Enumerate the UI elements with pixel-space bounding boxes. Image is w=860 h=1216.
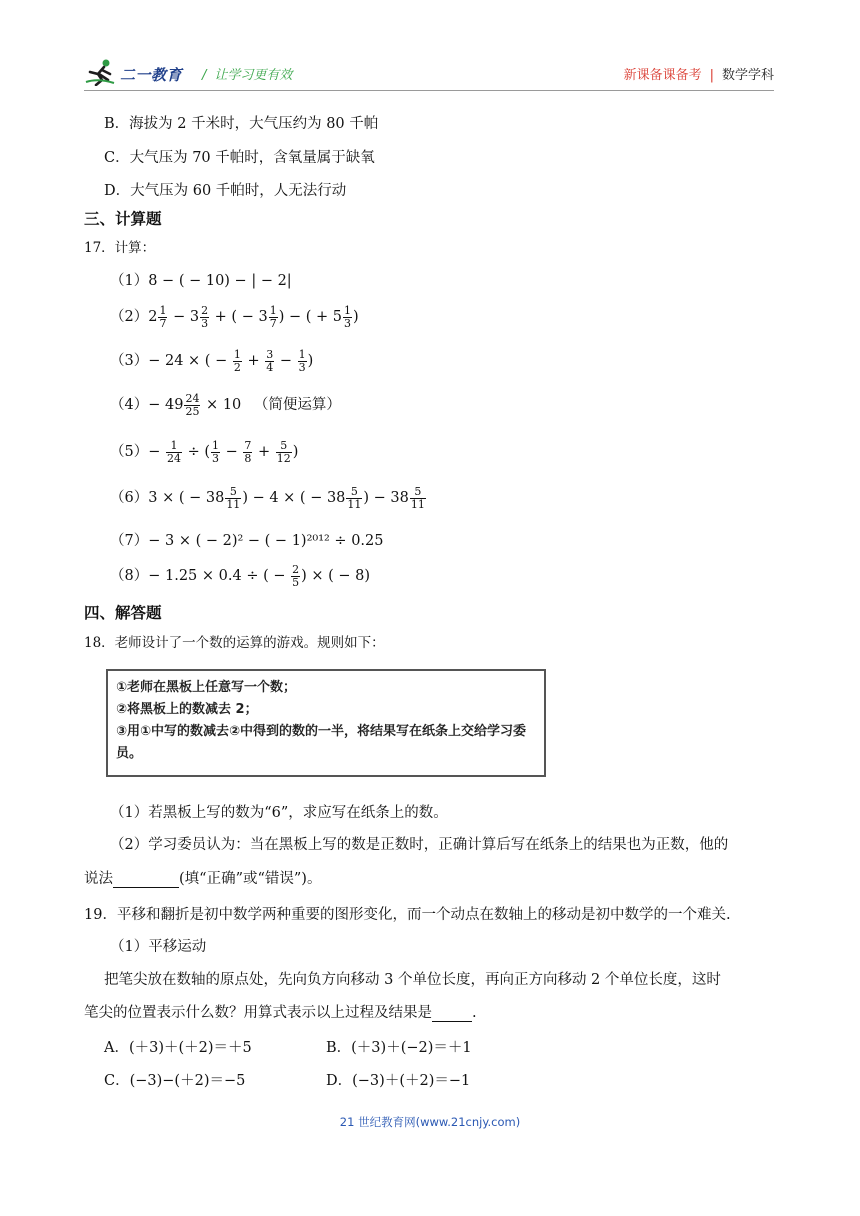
q17-part-2: （2）2 $\frac{1}{7}$ − 3 $\frac{2}{3}$ + ( − 3 $\frac{1}{7}$ ) − ( + 5 $\frac{1}{3}$ ) (110, 304, 359, 330)
runner-icon (84, 58, 118, 86)
q17-part-3: （3）− 24 × ( − $\frac{1}{2}$ + $\frac{3}{4}$ − $\frac{1}{3}$ ) (110, 348, 314, 374)
q17-part-8: （8）− 1.25 × 0.4 ÷ ( − $\frac{2}{5}$ ) × ( − 8) (110, 563, 371, 589)
q18-sub-2-prefix: 说法 (84, 871, 113, 887)
q17-part-7: （7）− 3 × ( − 2)² − ( − 1)²⁰¹² ÷ 0.25 (110, 533, 384, 549)
rule-1: ①老师在黑板上任意写一个数； (116, 680, 297, 695)
logo-text: 二一教育 (120, 66, 183, 84)
q17-part-4-prefix: （4） (110, 397, 149, 414)
q19-option-a: A．(＋3)＋(＋2)＝＋5 (104, 1040, 252, 1056)
q17-part-5-prefix: （5） (110, 444, 149, 461)
option-d-prev: D．大气压为 60 千帕时，人无法行动 (104, 183, 347, 199)
q17-part-6-prefix: （6） (110, 490, 149, 507)
section-heading-answer: 四、解答题 (84, 604, 162, 622)
q19-para-line-2 (84, 1001, 477, 1022)
option-b-prev: B．海拔为 2 千米时，大气压约为 80 千帕 (104, 116, 379, 132)
rules-box (106, 669, 546, 777)
question-19-label: 19．平移和翻折是初中数学两种重要的图形变化，而一个动点在数轴上的移动是初中数学的一个难关. (84, 907, 731, 923)
header-subject (624, 64, 774, 83)
header-divider (84, 90, 774, 91)
q18-sub-1: （1）若黑板上写的数为“6”，求应写在纸条上的数。 (110, 805, 448, 821)
q17-part-4-note: （简便运算） (253, 397, 341, 414)
q17-part-4: （4）− 49 $\frac{24}{25}$ × 10 （简便运算） (110, 392, 341, 418)
answer-blank[interactable] (113, 871, 179, 888)
slogan-text: 让学习更有效 (214, 68, 293, 83)
header-separator: | (709, 68, 714, 83)
header-course-label: 新课备课备考 (623, 68, 702, 83)
question-18-label: 18．老师设计了一个数的运算的游戏。规则如下： (84, 635, 385, 651)
page-header (84, 56, 774, 92)
q19-option-b: B．(＋3)＋(−2)＝＋1 (326, 1040, 472, 1056)
q18-sub-2-suffix: (填“正确”或“错误”)。 (179, 871, 322, 887)
q17-part-6: （6）3 × ( − 38 $\frac{5}{11}$ ) − 4 × ( − 38 $\frac{5}{11}$ ) − 38 $\frac{5}{11}$ (110, 485, 425, 511)
q17-part-8-prefix: （8） (110, 568, 149, 585)
question-17-label: 17．计算： (84, 240, 156, 256)
slogan (202, 64, 292, 83)
rule-3: ③用①中写的数减去②中得到的数的一半，将结果写在纸条上交给学习委员。 (116, 724, 527, 761)
q19-para-line-1: 把笔尖放在数轴的原点处，先向负方向移动 3 个单位长度，再向正方向移动 2 个单位长度，这时 (104, 972, 721, 988)
q19-para-suffix: . (472, 1005, 477, 1021)
q19-option-d: D．(−3)＋(＋2)＝−1 (326, 1073, 471, 1089)
q19-para-prefix: 笔尖的位置表示什么数？用算式表示以上过程及结果是 (84, 1005, 432, 1021)
q18-sub-2-line-1: （2）学习委员认为：当在黑板上写的数是正数时，正确计算后写在纸条上的结果也为正数，他的 (110, 837, 729, 853)
answer-blank[interactable] (432, 1005, 472, 1022)
option-c-prev: C．大气压为 70 千帕时，含氧量属于缺氧 (104, 150, 375, 166)
slogan-slash: / (202, 68, 207, 83)
header-subject-label: 数学学科 (721, 68, 774, 83)
q19-option-c: C．(−3)−(＋2)＝−5 (104, 1073, 246, 1089)
q18-sub-2-line-2 (84, 867, 321, 888)
q17-part-3-prefix: （3） (110, 353, 149, 370)
rule-2: ②将黑板上的数减去 2； (116, 702, 258, 717)
q17-part-1: （1）8 − ( − 10) − | − 2| (110, 273, 292, 289)
q19-sub-1: （1）平移运动 (110, 939, 207, 955)
page-footer: 21 世纪教育网(www.21cnjy.com) (339, 1115, 521, 1129)
q17-part-5: （5）− $\frac{1}{24}$ ÷ ( $\frac{1}{3}$ − $\frac{7}{8}$ + $\frac{5}{12}$ ) (110, 439, 299, 465)
brand-logo (84, 58, 189, 88)
q17-part-2-prefix: （2） (110, 309, 149, 326)
section-heading-calc: 三、计算题 (84, 210, 162, 228)
